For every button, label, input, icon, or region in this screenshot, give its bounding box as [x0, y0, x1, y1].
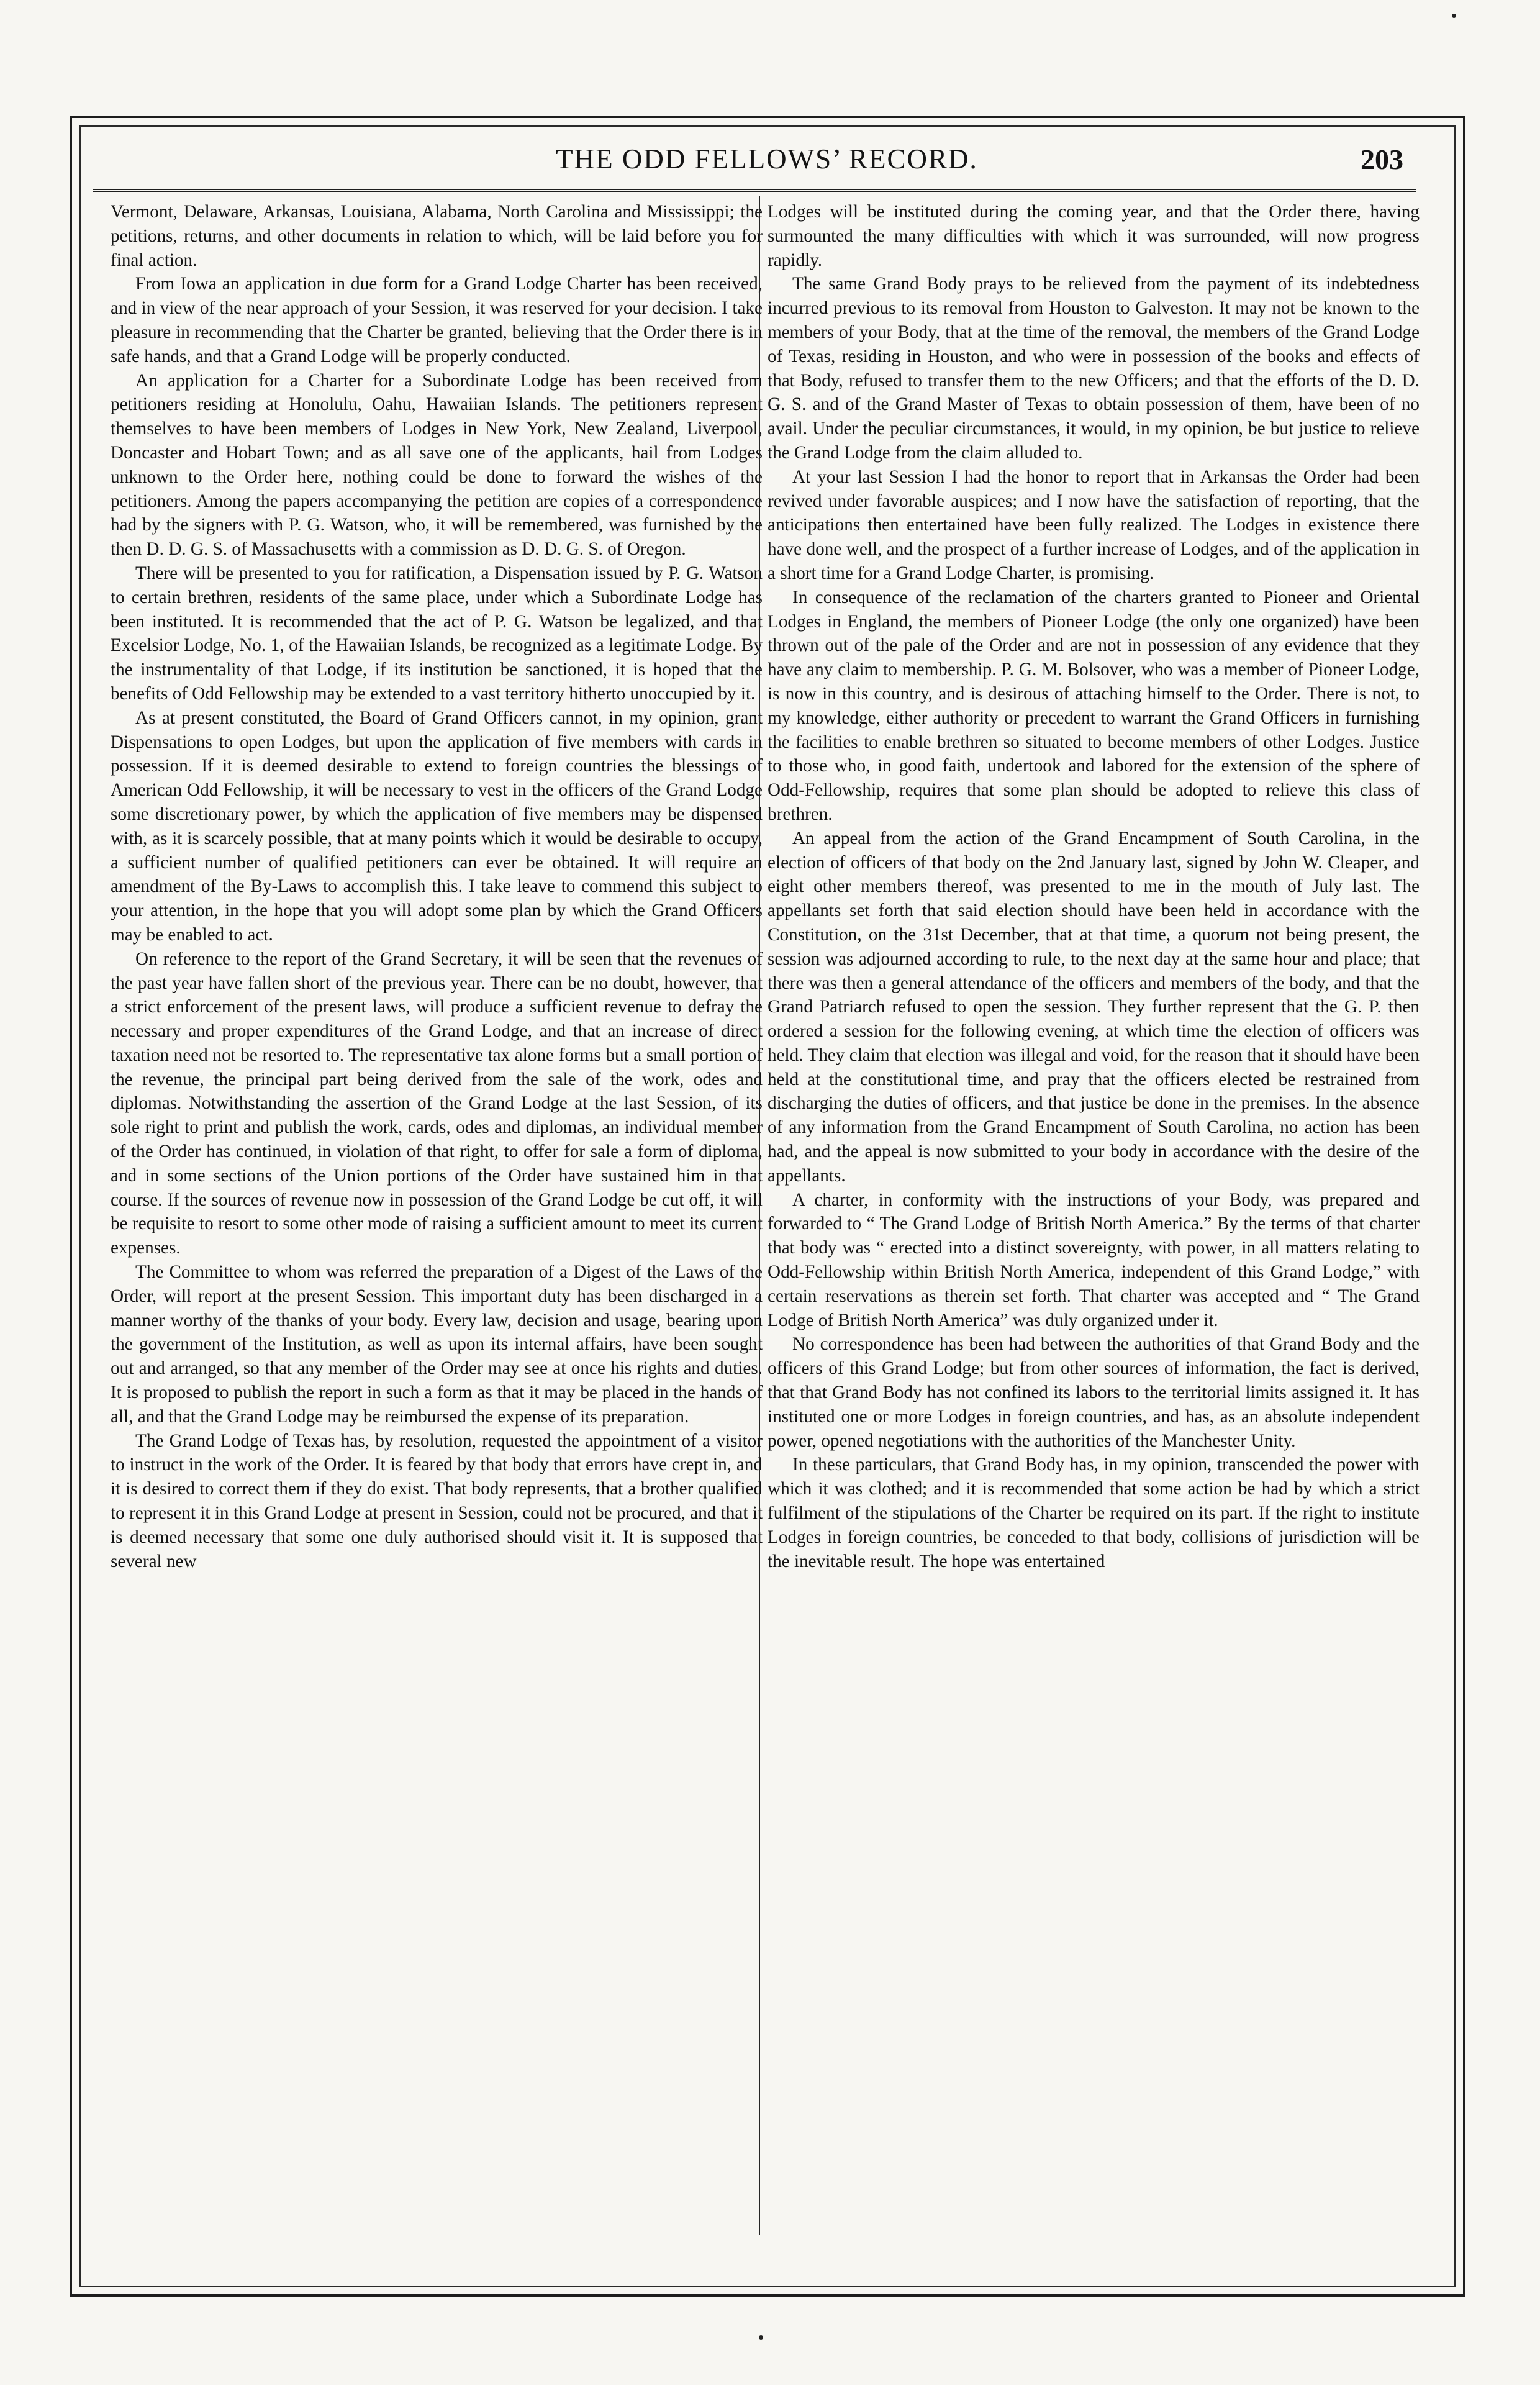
- left-column: [111, 200, 763, 2243]
- paragraph: At your last Session I had the honor to report that in Arkansas the Order had been revived under favorable auspices; and I now have the satisfaction of reporting, that the anticipations then entertained have been fully realized. The Lodges in existence there have done well, and the prospect of a further increase of Lodges, and of the application in a short time for a Grand Lodge Charter, is promising.: [768, 466, 1420, 583]
- paragraph: From Iowa an application in due form for a Grand Lodge Charter has been received, and in view of the near approach of your Session, it was reserved for your decision. I take pleasure in recommending that the Charter be granted, believing that the Order there is in safe hands, and that a Grand Lodge will be properly conducted.: [111, 274, 763, 366]
- paragraph: Lodges will be instituted during the coming year, and that the Order there, having surmounted the many difficulties with which it was surrounded, will now progress rapidly.: [768, 202, 1420, 270]
- ink-speck: [759, 2335, 763, 2340]
- paragraph: In consequence of the reclamation of the charters granted to Pioneer and Oriental Lodges in England, the members of Pioneer Lodge (the only one organized) have been thrown out of the pale of the Order and are not in possession of any evidence that they have any claim to membership. P. G. M. Bolsover, who was a member of Pioneer Lodge, is now in this country, and is desirous of attaching himself to the Order. There is not, to my knowledge, either authority or precedent to warrant the Grand Officers in furnishing the facilities to enable brethren so situated to become members of other Lodges. Justice to those who, in good faith, undertook and labored for the extension of the sphere of Odd-Fellowship, requires that some plan should be adopted to relieve this class of brethren.: [768, 587, 1420, 824]
- running-title: THE ODD FELLOWS’ RECORD.: [556, 143, 978, 175]
- paragraph: An application for a Charter for a Subordinate Lodge has been received from petitioners residing at Honolulu, Oahu, Hawaiian Islands. The petitioners represent themselves to have been members of Lodges in New York, New Zealand, Liverpool, Doncaster and Hobart Town; and as all save one of the applicants, hail from Lodges unknown to the Order here, nothing could be done to forward the wishes of the petitioners. Among the papers accompanying the petition are copies of a correspondence had by the signers with P. G. Watson, who, it will be remembered, was furnished by the then D. D. G. S. of Massachusetts with a commission as D. D. G. S. of Oregon.: [111, 370, 763, 560]
- paragraph: No correspondence has been had between the authorities of that Grand Body and the officers of this Grand Lodge; but from other sources of information, the fact is derived, that that Grand Body has not confined its labors to the territorial limits assigned it. It has instituted one or more Lodges in foreign countries, and has, as an absolute independent power, opened negotiations with the authorities of the Manchester Unity.: [768, 1334, 1420, 1451]
- ink-speck: [1452, 14, 1456, 18]
- paragraph: An appeal from the action of the Grand Encampment of South Carolina, in the election of officers of that body on the 2nd January last, signed by John W. Cleaper, and eight other members thereof, was presented to me in the mouth of July last. The appellants set forth that said election should have been held in accordance with the Constitution, on the 31st December, that at that time, a quorum not being present, the session was adjourned according to rule, to the next day at the same hour and place; that there was then a general attendance of the officers and members of the body, and that the Grand Patriarch refused to open the session. They further represent that the G. P. then ordered a session for the following evening, at which time the election of officers was held. They claim that election was illegal and void, for the reason that it should have been held at the constitutional time, and pray that the officers elected be restrained from discharging the duties of officers, and that justice be done in the premises. In the absence of any information from the Grand Encampment of South Carolina, no action has been had, and the appeal is now submitted to your body in accordance with the desire of the appellants.: [768, 828, 1420, 1186]
- paragraph: There will be presented to you for ratification, a Dispensation issued by P. G. Watson to certain brethren, residents of the same place, under which a Subordinate Lodge has been instituted. It is recommended that the act of P. G. Watson be legalized, and that Excelsior Lodge, No. 1, of the Hawaiian Islands, be recognized as a legitimate Lodge. By the instrumentality of that Lodge, if its institution be sanctioned, it is hoped that the benefits of Odd Fellowship may be extended to a vast territory hitherto unoccupied by it.: [111, 563, 763, 704]
- header-rule: [93, 189, 1416, 192]
- page-header: [93, 138, 1441, 188]
- page-number: 203: [1361, 143, 1403, 175]
- paragraph: In these particulars, that Grand Body has, in my opinion, transcended the power with which it was clothed; and it is recommended that some action be had by which a strict fulfilment of the stipulations of the Charter be required on its part. If the right to institute Lodges in foreign countries, be conceded to that body, collisions of jurisdiction will be the inevitable result. The hope was entertained: [768, 1455, 1420, 1571]
- paragraph: The Grand Lodge of Texas has, by resolution, requested the appointment of a visitor to instruct in the work of the Order. It is feared by that body that errors have crept in, and it is desired to correct them if they do exist. That body represents, that a brother qualified to represent it in this Grand Lodge at present in Session, could not be procured, and that it is deemed necessary that some one duly authorised should visit it. It is supposed that several new: [111, 1430, 763, 1571]
- paragraph: A charter, in conformity with the instructions of your Body, was prepared and forwarded to “ The Grand Lodge of British North America.” By the terms of that charter that body was “ erected into a distinct sovereignty, with power, in all matters relating to Odd-Fellowship within British North America, independent of this Grand Lodge,” with certain reservations as therein set forth. That charter was accepted and “ The Grand Lodge of British North America” was duly organized under it.: [768, 1189, 1420, 1330]
- column-divider: [759, 196, 760, 2235]
- paragraph: The same Grand Body prays to be relieved from the payment of its indebtedness incurred previous to its removal from Houston to Galveston. It may not be known to the members of your Body, that at the time of the removal, the members of the Grand Lodge of Texas, residing in Houston, and who were in possession of the books and effects of that Body, refused to transfer them to the new Officers; and that the efforts of the D. D. G. S. and of the Grand Master of Texas to obtain possession of them, have been of no avail. Under the peculiar circumstances, it would, in my opinion, be but justice to relieve the Grand Lodge from the claim alluded to.: [768, 274, 1420, 463]
- paragraph: As at present constituted, the Board of Grand Officers cannot, in my opinion, grant Dispensations to open Lodges, but upon the application of five members with cards in possession. If it is deemed desirable to extend to foreign countries the blessings of American Odd Fellowship, it will be necessary to vest in the officers of the Grand Lodge some discretionary power, by which the application of five members may be dispensed with, as it is scarcely possible, that at many points which it would be desirable to occupy, a sufficient number of qualified petitioners can ever be obtained. It will require an amendment of the By-Laws to accomplish this. I take leave to commend this subject to your attention, in the hope that you will adopt some plan by which the Grand Officers may be enabled to act.: [111, 707, 763, 945]
- paragraph: Vermont, Delaware, Arkansas, Louisiana, Alabama, North Carolina and Mississippi; the petitions, returns, and other documents in relation to which, will be laid before you for final action.: [111, 202, 763, 270]
- paragraph: The Committee to whom was referred the preparation of a Digest of the Laws of the Order, will report at the present Session. This important duty has been discharged in a manner worthy of the thanks of your body. Every law, decision and usage, bearing upon the government of the Institution, as well as upon its internal affairs, have been sought out and arranged, so that any member of the Order may see at once his rights and duties. It is proposed to publish the report in such a form as that it may be placed in the hands of all, and that the Grand Lodge may be reimbursed the expense of its preparation.: [111, 1262, 763, 1427]
- paragraph: On reference to the report of the Grand Secretary, it will be seen that the revenues of the past year have fallen short of the previous year. There can be no doubt, however, that a strict enforcement of the present laws, will produce a sufficient revenue to defray the necessary and proper expenditures of the Grand Lodge, and that an increase of direct taxation need not be resorted to. The representative tax alone forms but a small portion of the revenue, the principal part being derived from the sale of the work, odes and diplomas. Notwithstanding the assertion of the Grand Lodge at the last Session, of its sole right to print and publish the work, cards, odes and diplomas, an individual member of the Order has continued, in violation of that right, to offer for sale a form of diploma, and in some sections of the Union portions of the Order have sustained him in that course. If the sources of revenue now in possession of the Grand Lodge be cut off, it will be requisite to resort to some other mode of raising a sufficient amount to meet its current expenses.: [111, 948, 763, 1258]
- right-column: [768, 200, 1420, 2243]
